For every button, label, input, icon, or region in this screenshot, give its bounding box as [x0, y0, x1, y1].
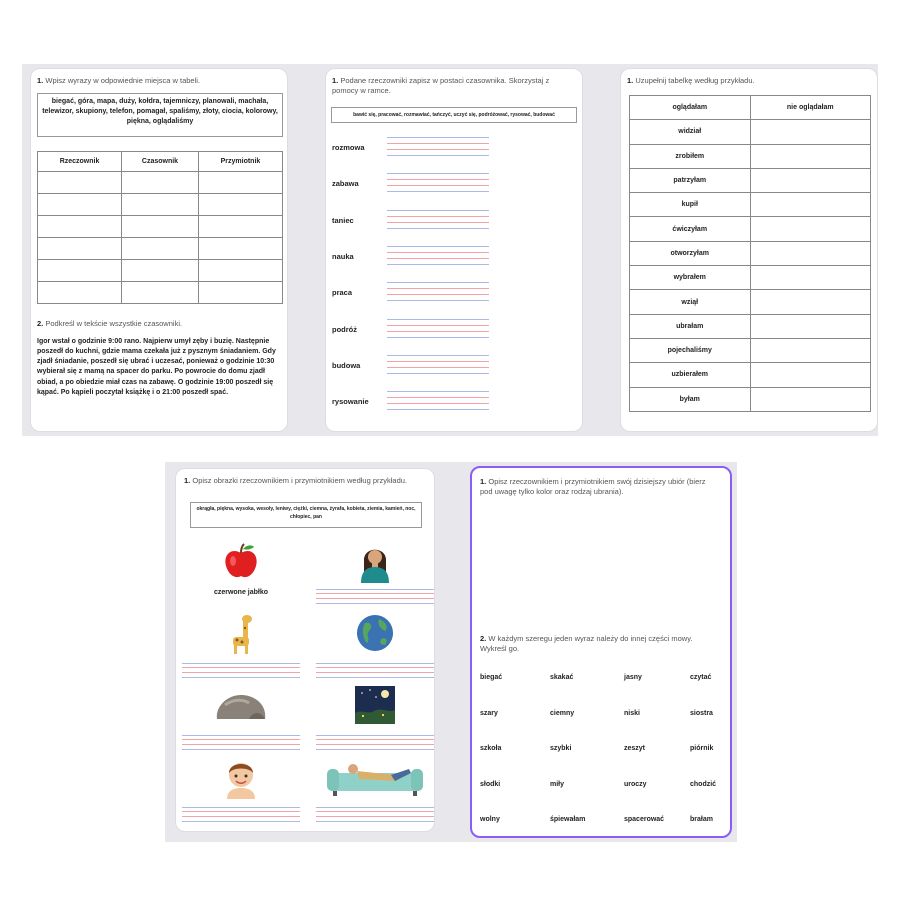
grid-word[interactable]: ciemny [550, 709, 575, 717]
picture-cell-earth [316, 613, 434, 683]
table-row [38, 260, 283, 282]
answer-cell[interactable] [750, 144, 871, 168]
table-row [630, 338, 871, 362]
noun-word: praca [332, 288, 353, 298]
verb-cell: wziął [630, 290, 751, 314]
table-row [630, 363, 871, 387]
answer-cell[interactable] [750, 120, 871, 144]
woman-icon [355, 541, 395, 583]
picture-cell-sofa-man [316, 757, 434, 827]
noun-row [332, 355, 582, 379]
sofa-man-icon [325, 757, 425, 797]
noun-row [332, 210, 582, 234]
col-header-adjective: Przymiotnik [198, 152, 282, 172]
noun-row [332, 319, 582, 343]
worksheet-page-5[interactable] [470, 466, 732, 838]
example-caption: czerwone jabłko [213, 589, 269, 596]
table-row [630, 266, 871, 290]
task-instruction: 1. Opisz obrazki rzeczownikiem i przymiotnikiem według przykładu. [184, 476, 408, 485]
writing-lines[interactable] [387, 319, 489, 341]
word-bank: biegać, góra, mapa, duży, kołdra, tajemniczy, planowali, machała, telewizor, skupiony, telefon, pomagał, spaliśmy, złoty, ciocia, kolorowy, piękna, oglądaliśmy [37, 93, 283, 137]
table-row [38, 194, 283, 216]
writing-lines[interactable] [387, 173, 489, 195]
worksheet-page-3[interactable] [620, 68, 878, 432]
answer-cell[interactable] [750, 387, 871, 411]
answer-cell[interactable] [750, 241, 871, 265]
answer-cell[interactable] [750, 193, 871, 217]
table-row [630, 241, 871, 265]
writing-lines[interactable] [387, 137, 489, 159]
table-row [630, 144, 871, 168]
grid-word[interactable]: brałam [690, 816, 713, 823]
story-text: Igor wstał o godzinie 9:00 rano. Najpierw umył zęby i buzię. Następnie poszedł do kuchni, gdzie mama czekała już z pysznym śniadaniem. Gdy zjadł śniadanie, poszedł się ubrać i uczesać, ponieważ o godzinie 10:30 wybierał się z mamą na spacer do parku. Po powrocie do domu zjadł obiad, a po obiedzie miał czas na zabawę. O godzinie 19:00 poszedł się kąpać. Po kąpieli poczytał książkę i o 21:00 poszedł spać. [37, 338, 276, 396]
task-1-instruction: 1. Wpisz wyrazy w odpowiednie miejsca w tabeli. [37, 76, 200, 85]
answer-cell[interactable] [750, 168, 871, 192]
noun-word: taniec [332, 215, 354, 225]
table-row [38, 282, 283, 304]
grid-word[interactable]: wolny [480, 816, 500, 823]
answer-cell[interactable] [750, 314, 871, 338]
task-instruction: 1. Uzupełnij tabelkę według przykładu. [627, 76, 755, 85]
header-right: nie oglądałam [750, 96, 871, 120]
picture-cell-boy [182, 757, 300, 827]
table-row [630, 217, 871, 241]
picture-cell-woman [316, 541, 434, 611]
sort-table [37, 151, 283, 304]
picture-cell-rock [182, 685, 300, 755]
noun-word: nauka [332, 251, 354, 261]
col-header-verb: Czasownik [122, 152, 199, 172]
word-grid [478, 666, 724, 836]
word-bank: bawić się, pracować, rozmawiać, tańczyć, uczyć się, podróżować, rysować, budować [331, 107, 577, 123]
worksheet-page-1[interactable] [30, 68, 288, 432]
task-2-instruction: 2. Podkreśl w tekście wszystkie czasowniki. [37, 319, 183, 328]
table-row [630, 193, 871, 217]
picture-cell-giraffe [182, 613, 300, 683]
rock-icon [213, 685, 269, 725]
table-row [38, 172, 283, 194]
noun-row [332, 137, 582, 161]
noun-word: budowa [332, 360, 361, 370]
grid-word[interactable]: siostra [690, 709, 713, 717]
grid-word[interactable]: piórnik [690, 745, 714, 752]
writing-lines[interactable] [387, 282, 489, 304]
task-instruction: 1. Podane rzeczowniki zapisz w postaci czasownika. Skorzystaj z pomocy w ramce. [332, 76, 550, 96]
grid-word[interactable]: zeszyt [624, 745, 646, 752]
verb-cell: uzbierałem [630, 363, 751, 387]
task-2-instruction: 2. W każdym szeregu jeden wyraz należy do innej części mowy. Wykreśl go. [480, 634, 693, 654]
grid-word[interactable]: słodki [480, 780, 501, 788]
writing-lines[interactable] [387, 246, 489, 268]
answer-cell[interactable] [750, 338, 871, 362]
writing-lines[interactable] [387, 391, 489, 413]
word-bank: okrągła, piękna, wysoka, wesoły, leniwy, ciężki, ciemna, żyrafa, kobieta, ziemia, kamień, noc, chłopiec, pan [190, 502, 422, 528]
writing-lines [477, 510, 727, 626]
table-row [630, 120, 871, 144]
grid-word[interactable]: skakać [550, 674, 574, 681]
verb-cell: widział [630, 120, 751, 144]
picture-cell-apple [182, 541, 300, 611]
grid-word[interactable]: miły [550, 780, 565, 788]
grid-word[interactable]: szkoła [480, 745, 502, 752]
grid-word[interactable]: śpiewałam [550, 816, 586, 823]
answer-cell[interactable] [750, 217, 871, 241]
grid-word[interactable]: szary [480, 709, 498, 717]
table-row [38, 216, 283, 238]
verb-cell: kupił [630, 193, 751, 217]
noun-row [332, 246, 582, 270]
giraffe-icon [226, 613, 256, 655]
noun-word: rozmowa [332, 143, 365, 152]
answer-cell[interactable] [750, 290, 871, 314]
table-row [630, 387, 871, 411]
grid-word[interactable]: biegać [480, 674, 503, 681]
picture-cell-night [316, 685, 434, 755]
answer-cell[interactable] [750, 266, 871, 290]
noun-row [332, 173, 582, 197]
table-row [630, 168, 871, 192]
grid-word[interactable]: uroczy [624, 780, 647, 788]
grid-word[interactable]: spacerować [624, 816, 665, 823]
conjugation-table [629, 95, 871, 412]
grid-word[interactable]: czytać [690, 674, 712, 681]
boy-icon [221, 757, 261, 799]
answer-cell[interactable] [750, 363, 871, 387]
verb-cell: otworzyłam [630, 241, 751, 265]
verb-cell: pojechaliśmy [630, 338, 751, 362]
night-icon [354, 685, 396, 725]
grid-word[interactable]: niski [624, 709, 640, 717]
noun-word: zabawa [332, 179, 359, 189]
worksheet-page-4[interactable] [175, 468, 435, 832]
table-row [630, 314, 871, 338]
noun-row [332, 391, 582, 415]
worksheet-page-2[interactable] [325, 68, 583, 432]
verb-cell: ubrałam [630, 314, 751, 338]
grid-word[interactable]: chodzić [690, 780, 717, 788]
table-row [38, 238, 283, 260]
verb-cell: wybrałem [630, 266, 751, 290]
writing-lines[interactable] [387, 210, 489, 232]
writing-lines[interactable] [387, 355, 489, 377]
header-left: oglądałam [630, 96, 751, 120]
verb-cell: patrzyłam [630, 168, 751, 192]
verb-cell: byłam [630, 387, 751, 411]
verb-cell: ćwiczyłam [630, 217, 751, 241]
earth-icon [355, 613, 395, 653]
noun-word: rysowanie [332, 397, 369, 407]
col-header-noun: Rzeczownik [38, 152, 122, 172]
verb-cell: zrobiłem [630, 144, 751, 168]
task-1-instruction: 1. Opisz rzeczownikiem i przymiotnikiem swój dzisiejszy ubiór (bierz pod uwagę tylko kolor oraz rodzaj ubrania). [480, 477, 706, 497]
noun-row [332, 282, 582, 306]
noun-word: podróż [332, 324, 357, 334]
grid-word[interactable]: szybki [550, 745, 572, 752]
table-row [630, 290, 871, 314]
grid-word[interactable]: jasny [624, 674, 642, 681]
apple-icon [221, 541, 261, 581]
